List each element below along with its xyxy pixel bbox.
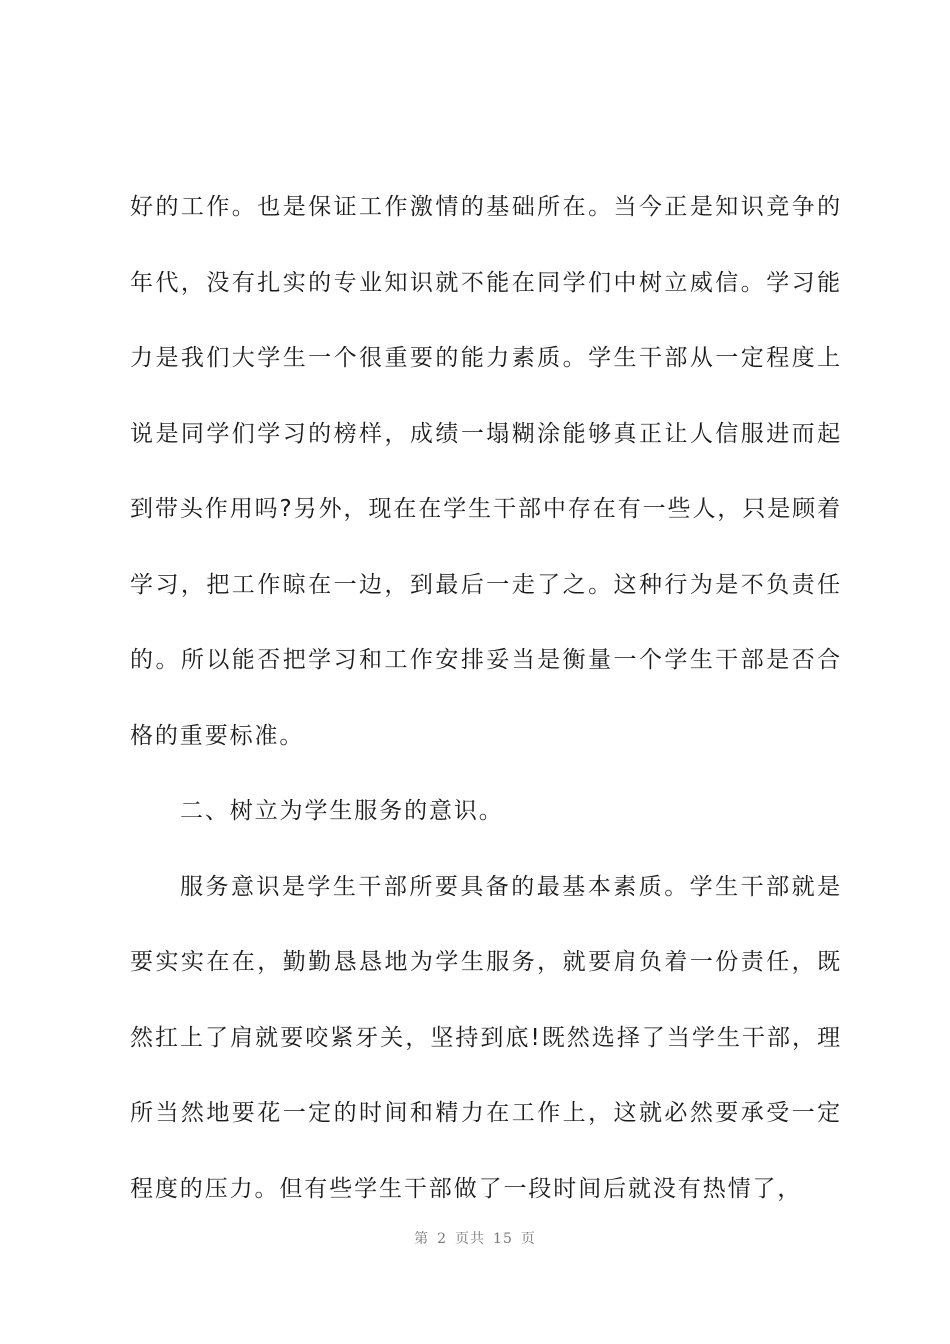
paragraph-continuation: 好的工作。也是保证工作激情的基础所在。当今正是知识竞争的年代，没有扎实的专业知识就不能在同学们中树立威信。学习能力是我们大学生一个很重要的能力素质。学生干部从一定程度上说是同学们学习的榜样，成绩一塌糊涂能够真正让人信服进而起到带头作用吗?另外，现在在学生干部中存在有一些人，只是顾着学习，把工作晾在一边，到最后一走了之。这种行为是不负责任的。所以能否把学习和工作安排妥当是衡量一个学生干部是否合格的重要标准。: [130, 194, 842, 749]
document-body: [130, 170, 842, 1227]
section-heading: 二、树立为学生服务的意识。: [180, 798, 504, 824]
total-pages-number: 15: [493, 1231, 513, 1247]
current-page-number: 2: [437, 1231, 448, 1247]
paragraph-service-awareness: 服务意识是学生干部所要具备的最基本素质。学生干部就是要实实在在，勤勤恳恳地为学生服务，就要肩负着一份责任，既然扛上了肩就要咬紧牙关，坚持到底!既然选择了当学生干部，理所当然地要花一定的时间和精力在工作上，这就必然要承受一定程度的压力。但有些学生干部做了一段时间后就没有热情了，: [130, 873, 842, 1202]
footer-prefix: 第: [414, 1231, 430, 1247]
footer-middle: 页共: [455, 1231, 486, 1247]
page-footer: [0, 1228, 950, 1248]
footer-suffix: 页: [520, 1231, 536, 1247]
